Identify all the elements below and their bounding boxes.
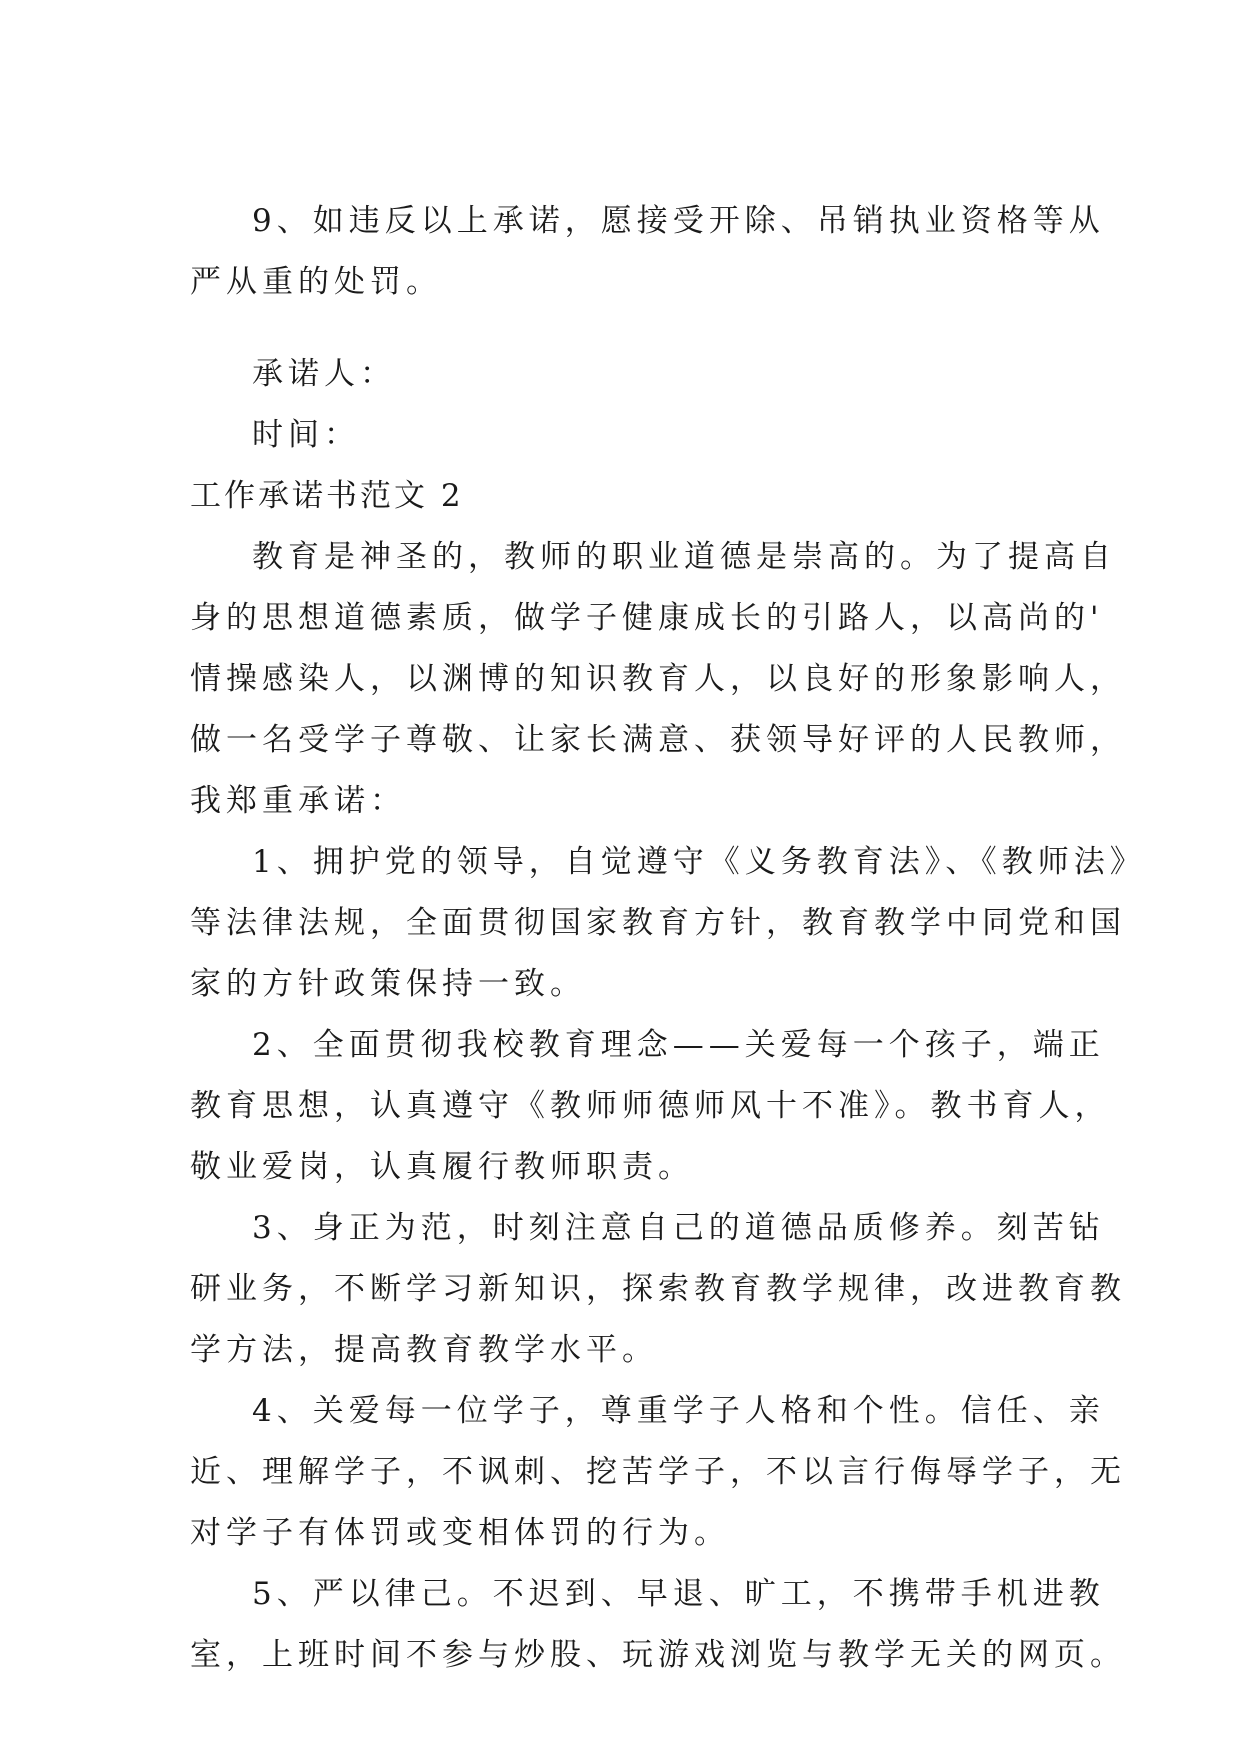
intro-line-5: 我郑重承诺： <box>190 783 406 819</box>
section-heading <box>190 466 1060 527</box>
document-page <box>190 160 1146 1686</box>
clause-5-line-1: 5、严以律己。不迟到、早退、旷工，不携带手机进教 <box>252 1576 1105 1612</box>
clause-1-line-2: 等法律法规，全面贯彻国家教育方针，教育教学中同党和国 <box>190 905 1126 941</box>
time-field <box>190 405 1060 466</box>
clause-2-line-1: 2、全面贯彻我校教育理念——关爱每一个孩子，端正 <box>252 1027 1105 1063</box>
intro-line-2: 身的思想道德素质，做学子健康成长的引路人，以高尚的' <box>190 600 1104 636</box>
clause-9-line-1: 9、如违反以上承诺，愿接受开除、吊销执业资格等从 <box>252 203 1105 239</box>
clause-2-line-3: 敬业爱岗，认真履行教师职责。 <box>190 1149 694 1185</box>
clause-9 <box>190 191 1105 313</box>
clause-3-line-1: 3、身正为范，时刻注意自己的道德品质修养。刻苦钻 <box>252 1210 1105 1246</box>
clause-5-line-2: 室，上班时间不参与炒股、玩游戏浏览与教学无关的网页。 <box>190 1637 1126 1673</box>
clause-2-line-2: 教育思想，认真遵守《教师师德师风十不准》。教书育人， <box>190 1088 1111 1124</box>
clause-4-line-2: 近、理解学子，不讽刺、挖苦学子，不以言行侮辱学子，无 <box>190 1454 1126 1490</box>
clause-4-line-3: 对学子有体罚或变相体罚的行为。 <box>190 1515 730 1551</box>
intro-line-1: 教育是神圣的，教师的职业道德是崇高的。为了提高自 <box>252 539 1116 575</box>
clause-9-line-2: 严从重的处罚。 <box>190 264 442 300</box>
intro-line-4: 做一名受学子尊敬、让家长满意、获领导好评的人民教师， <box>190 722 1126 758</box>
clause-3-line-3: 学方法，提高教育教学水平。 <box>190 1332 658 1368</box>
intro-line-3: 情操感染人，以渊博的知识教育人，以良好的形象影响人， <box>190 661 1126 697</box>
clause-4-line-1: 4、关爱每一位学子，尊重学子人格和个性。信任、亲 <box>252 1393 1105 1429</box>
clause-2 <box>190 1015 1111 1198</box>
signer-label: 承诺人： <box>252 356 396 392</box>
clause-4 <box>190 1381 1126 1564</box>
clause-1 <box>190 832 1146 1015</box>
section-heading-text: 工作承诺书范文 2 <box>190 478 464 514</box>
clause-5 <box>190 1564 1126 1686</box>
clause-3-line-2: 研业务，不断学习新知识，探索教育教学规律，改进教育教 <box>190 1271 1126 1307</box>
signer-field <box>190 344 1060 405</box>
clause-3 <box>190 1198 1126 1381</box>
intro-paragraph <box>190 527 1126 832</box>
time-label: 时间： <box>252 417 360 453</box>
clause-1-line-3: 家的方针政策保持一致。 <box>190 966 586 1002</box>
clause-1-line-1: 1、拥护党的领导，自觉遵守《义务教育法》、《教师法》 <box>252 844 1146 880</box>
